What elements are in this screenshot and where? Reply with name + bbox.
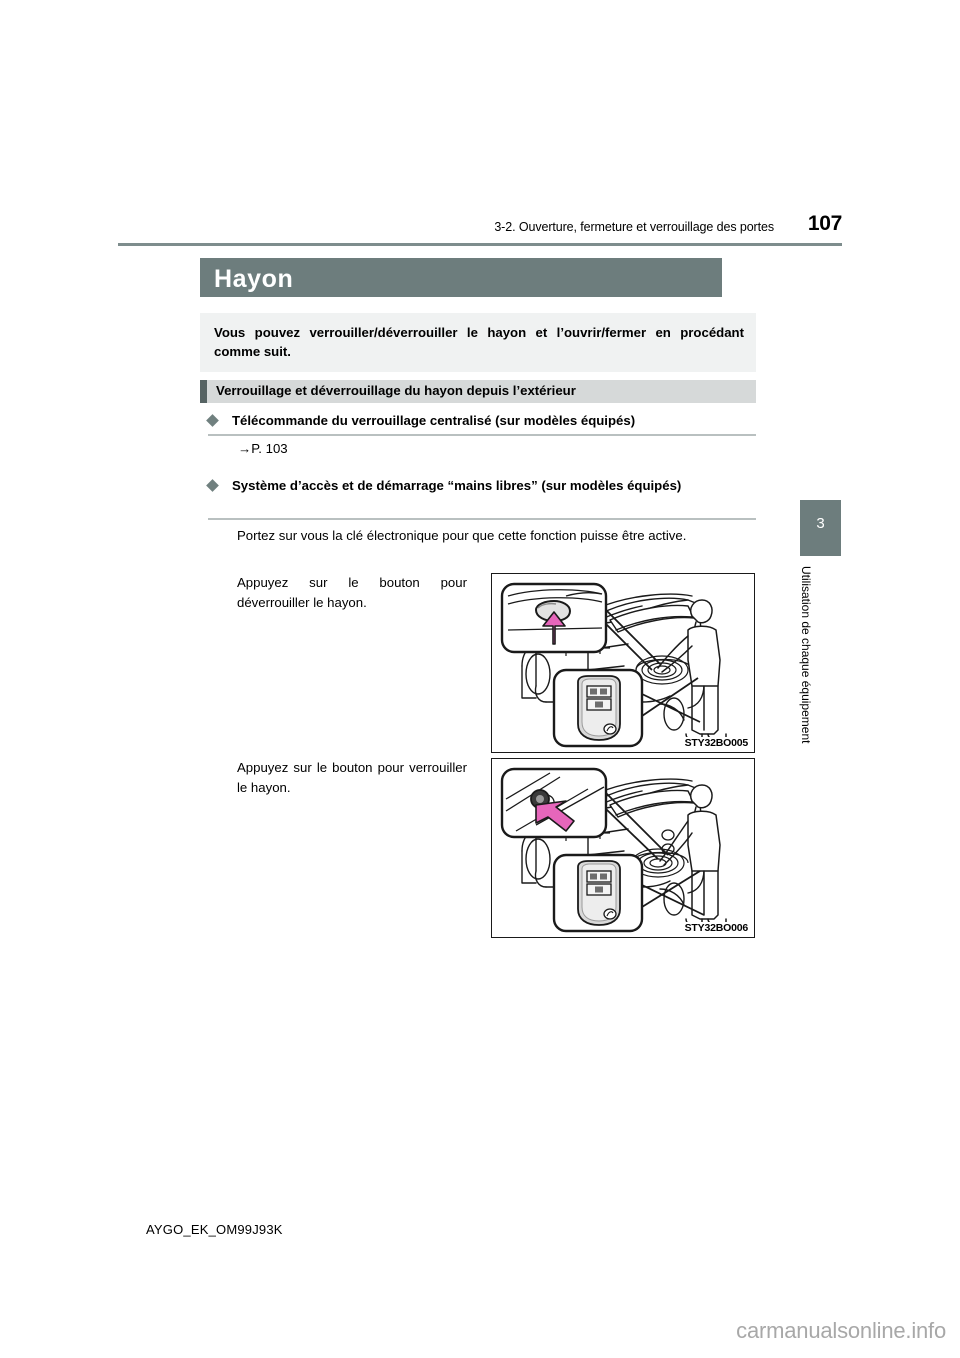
- diamond-bullet-icon: [206, 479, 219, 492]
- page-header: [118, 212, 842, 244]
- page-reference-link[interactable]: →P. 103: [238, 441, 288, 456]
- subsection-header: [200, 380, 756, 403]
- figure-id-label: STY32BO005: [684, 737, 748, 749]
- subsection-header-label: Verrouillage et déverrouillage du hayon depuis l’extérieur: [216, 383, 576, 398]
- breadcrumb: 3-2. Ouverture, fermeture et verrouillage des portes: [494, 220, 774, 234]
- section-title-bar: [200, 258, 722, 297]
- page-title: Hayon: [214, 265, 294, 293]
- chapter-tab-number: 3: [816, 515, 825, 532]
- chapter-tab: [800, 500, 841, 556]
- document-code: AYGO_EK_OM99J93K: [146, 1222, 283, 1237]
- illustration-unlock-tailgate: [492, 574, 753, 751]
- subsection-accent-bar: [200, 380, 207, 403]
- chapter-tab-title: Utilisation de chaque équipement: [799, 566, 813, 744]
- figure-lock-tailgate: [491, 758, 755, 938]
- figure-unlock-tailgate: [491, 573, 755, 753]
- figure-caption-lock: Appuyez sur le bouton pour verrouiller le hayon.: [237, 760, 467, 795]
- bullet-label: Télécommande du verrouillage centralisé (sur modèles équipés): [232, 413, 636, 428]
- body-paragraph-carry-key: Portez sur vous la clé électronique pour que cette fonction puisse être active.: [237, 528, 687, 543]
- illustration-lock-tailgate: [492, 759, 753, 936]
- intro-text: Vous pouvez verrouiller/déverrouiller le hayon et l’ouvrir/fermer en procédant comme suit.: [214, 325, 744, 359]
- header-divider: [118, 243, 842, 246]
- page-number: 107: [807, 212, 842, 235]
- figure-caption-unlock: Appuyez sur le bouton pour déverrouiller le hayon.: [237, 575, 467, 610]
- divider: [208, 434, 756, 436]
- intro-callout: [200, 313, 756, 372]
- diamond-bullet-icon: [206, 414, 219, 427]
- bullet-label: Système d’accès et de démarrage “mains libres” (sur modèles équipés): [232, 478, 682, 493]
- figure-id-label: STY32BO006: [684, 922, 748, 934]
- divider: [208, 518, 756, 520]
- site-watermark: carmanualsonline.info: [736, 1318, 946, 1343]
